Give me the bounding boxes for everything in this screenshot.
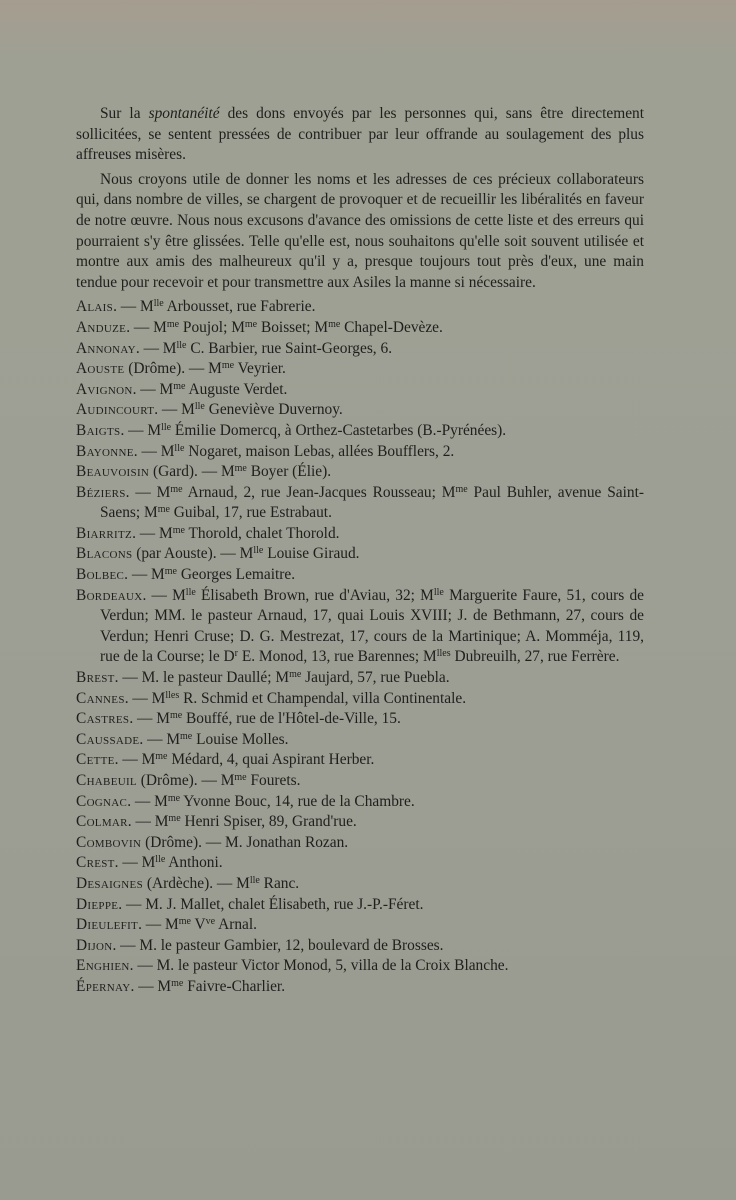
list-item [76, 565, 644, 586]
entry-detail: (Gard). — $M^{me}$ Boyer (Élie). [149, 463, 332, 481]
city-name: Bayonne [76, 442, 134, 460]
intro-paragraph-2 [76, 170, 644, 294]
city-name: Béziers [76, 483, 126, 501]
city-name: Desaignes [76, 874, 143, 892]
list-item [76, 936, 644, 957]
entry-detail: . — $M^{lle}$ Émilie Domercq, à Orthez-Castetarbes (B.-Pyrénées). [120, 421, 507, 439]
list-item [76, 730, 644, 751]
list-item [76, 442, 644, 463]
city-name: Caussade [76, 730, 140, 748]
intro-paragraph-1 [76, 104, 644, 166]
entry-detail: (Drôme). — M. Jonathan Rozan. [141, 833, 349, 851]
city-name: Cognac [76, 792, 128, 810]
entry-detail: . — $M^{lle}$ Arbousset, rue Fabrerie. [113, 298, 316, 316]
list-item [76, 359, 644, 380]
list-item [76, 524, 644, 545]
entry-detail: (Drôme). — $M^{me}$ Veyrier. [124, 360, 286, 378]
list-item [76, 895, 644, 916]
city-name: Cannes [76, 689, 125, 707]
entry-detail: . — $M^{lle}$ Anthoni. [114, 854, 223, 872]
city-name: Bolbec [76, 566, 125, 584]
entry-detail: . — $M^{me}$ Thorold, chalet Thorold. [132, 524, 340, 542]
city-name: Crest [76, 854, 115, 872]
city-name: Dijon [76, 936, 113, 954]
city-name: Baigts [76, 421, 121, 439]
list-item [76, 318, 644, 339]
city-name: Dieppe [76, 895, 119, 913]
city-name: Cette [76, 751, 115, 769]
list-item [76, 421, 644, 442]
intro-text: des dons envoyés par les personnes qui, sans être directement sollicitées, se sentent pressées de contribuer par leur offrande au soulagement des plus affreuses misères. [76, 105, 644, 164]
intro-text: Nous croyons utile de donner les noms et les adresses de ces précieux collaborateurs qui, dans nombre de villes, se chargent de provoquer et de recueillir les libéralités en faveur de notre œuvre. Nous nous excusons d'avance des omissions de cette liste et des erreurs qui pourraient s'y être glissées. Telle qu'elle est, nous souhaitons qu'elle soit souvent utilisée et montre aux amis des malheureux qu'il y a, presque toujours tout près d'eux, une main tendue pour recevoir et pour transmettre aux Asiles la manne si nécessaire. [76, 170, 644, 291]
list-item [76, 400, 644, 421]
entry-detail: . — $M^{lle}$ Élisabeth Brown, rue d'Aviau, 32; $M^{lle}$ Marguerite Faure, 51, cours de Verdun; MM. le pasteur Arnaud, 17, quai Louis XVIII; J. de Bethmann, 27, cours de Verdun; Henri Cruse; D. G. Mestrezat, 17, cours de la Martinique; A. Momméja, 119, rue de la Course; le $D^r$ E. Monod, 13, rue Barennes; $M^{lles}$ Dubreuilh, 27, rue Ferrère. [100, 586, 644, 666]
intro-text: Sur la [100, 105, 149, 122]
entry-detail: . — $M^{lle}$ C. Barbier, rue Saint-Georges, 6. [135, 339, 393, 357]
city-name: Enghien [76, 957, 130, 975]
list-item [76, 483, 644, 524]
city-name: Chabeuil [76, 772, 137, 789]
city-name: Avignon [76, 380, 133, 398]
list-item [76, 977, 644, 998]
entry-detail: . — $M^{me}$ Yvonne Bouc, 14, rue de la Chambre. [127, 792, 415, 810]
city-name: Épernay [76, 977, 131, 995]
city-name: Combovin [76, 833, 142, 851]
entry-detail: . — $M^{me}$ Faivre-Charlier. [130, 977, 286, 995]
entry-detail: . — M. le pasteur Gambier, 12, boulevard de Brosses. [112, 936, 444, 954]
entry-detail: . — M. J. Mallet, chalet Élisabeth, rue J.-P.-Féret. [118, 895, 424, 913]
entry-detail: . — $M^{lle}$ Geneviève Duvernoy. [154, 401, 343, 419]
list-item [76, 544, 644, 565]
list-item [76, 297, 644, 318]
entry-detail: . — $M^{me}$ Arnaud, 2, rue Jean-Jacques Rousseau; $M^{me}$ Paul Buhler, avenue Saint-Saens; $M^{me}$ Guibal, 17, rue Estrabaut. [100, 483, 644, 522]
list-item [76, 586, 644, 668]
page-body [76, 104, 644, 998]
entry-detail: . — $M^{me}$ $V^{ve}$ Arnal. [138, 916, 257, 934]
city-name: Audincourt [76, 401, 155, 419]
city-name: Blacons [76, 545, 133, 563]
list-item [76, 956, 644, 977]
entry-detail: (par Aouste). — $M^{lle}$ Louise Giraud. [132, 545, 360, 563]
city-name: Castres [76, 710, 130, 728]
city-name: Anduze [76, 318, 127, 336]
entry-detail: . — $M^{me}$ Auguste Verdet. [132, 380, 288, 398]
city-name: Aouste [76, 360, 125, 378]
entry-detail: . — $M^{me}$ Médard, 4, quai Aspirant Herber. [114, 751, 375, 769]
list-item [76, 915, 644, 936]
city-name: Annonay [76, 339, 136, 357]
list-item [76, 380, 644, 401]
entry-detail: . — $M^{lles}$ R. Schmid et Champendal, villa Continentale. [124, 689, 467, 707]
intro-emphasis: spontanéité [148, 105, 220, 122]
entry-detail: (Ardèche). — $M^{lle}$ Ranc. [142, 874, 300, 892]
city-name: Alais [76, 298, 114, 316]
collaborator-list [76, 297, 644, 997]
list-item [76, 709, 644, 730]
city-name: Brest [76, 669, 115, 687]
entry-detail: . — M. le pasteur Victor Monod, 5, villa de la Croix Blanche. [129, 957, 509, 975]
list-item [76, 812, 644, 833]
entry-detail: . — $M^{me}$ Louise Molles. [139, 730, 289, 748]
city-name: Colmar [76, 813, 128, 831]
list-item [76, 750, 644, 771]
entry-detail: . — $M^{me}$ Henri Spiser, 89, Grand'rue. [127, 813, 357, 831]
entry-detail: . — $M^{me}$ Poujol; $M^{me}$ Boisset; $M^{me}$ Chapel-Devèze. [126, 318, 443, 336]
list-item [76, 792, 644, 813]
list-item [76, 339, 644, 360]
list-item [76, 833, 644, 854]
city-name: Dieulefit [76, 916, 139, 934]
list-item [76, 874, 644, 895]
list-item [76, 853, 644, 874]
city-name: Beauvoisin [76, 463, 150, 481]
list-item [76, 771, 644, 792]
entry-detail: . — M. le pasteur Daullé; $M^{me}$ Jaujard, 57, rue Puebla. [114, 669, 450, 687]
list-item [76, 668, 644, 689]
list-item [76, 689, 644, 710]
entry-detail: (Drôme). — $M^{me}$ Fourets. [136, 772, 301, 789]
city-name: Biarritz [76, 524, 133, 542]
entry-detail: . — $M^{me}$ Bouffé, rue de l'Hôtel-de-Ville, 15. [129, 710, 401, 728]
entry-detail: . — $M^{lle}$ Nogaret, maison Lebas, allées Boufflers, 2. [133, 442, 455, 460]
list-item [76, 462, 644, 483]
entry-detail: . — $M^{me}$ Georges Lemaitre. [124, 566, 296, 584]
city-name: Bordeaux [76, 586, 143, 604]
